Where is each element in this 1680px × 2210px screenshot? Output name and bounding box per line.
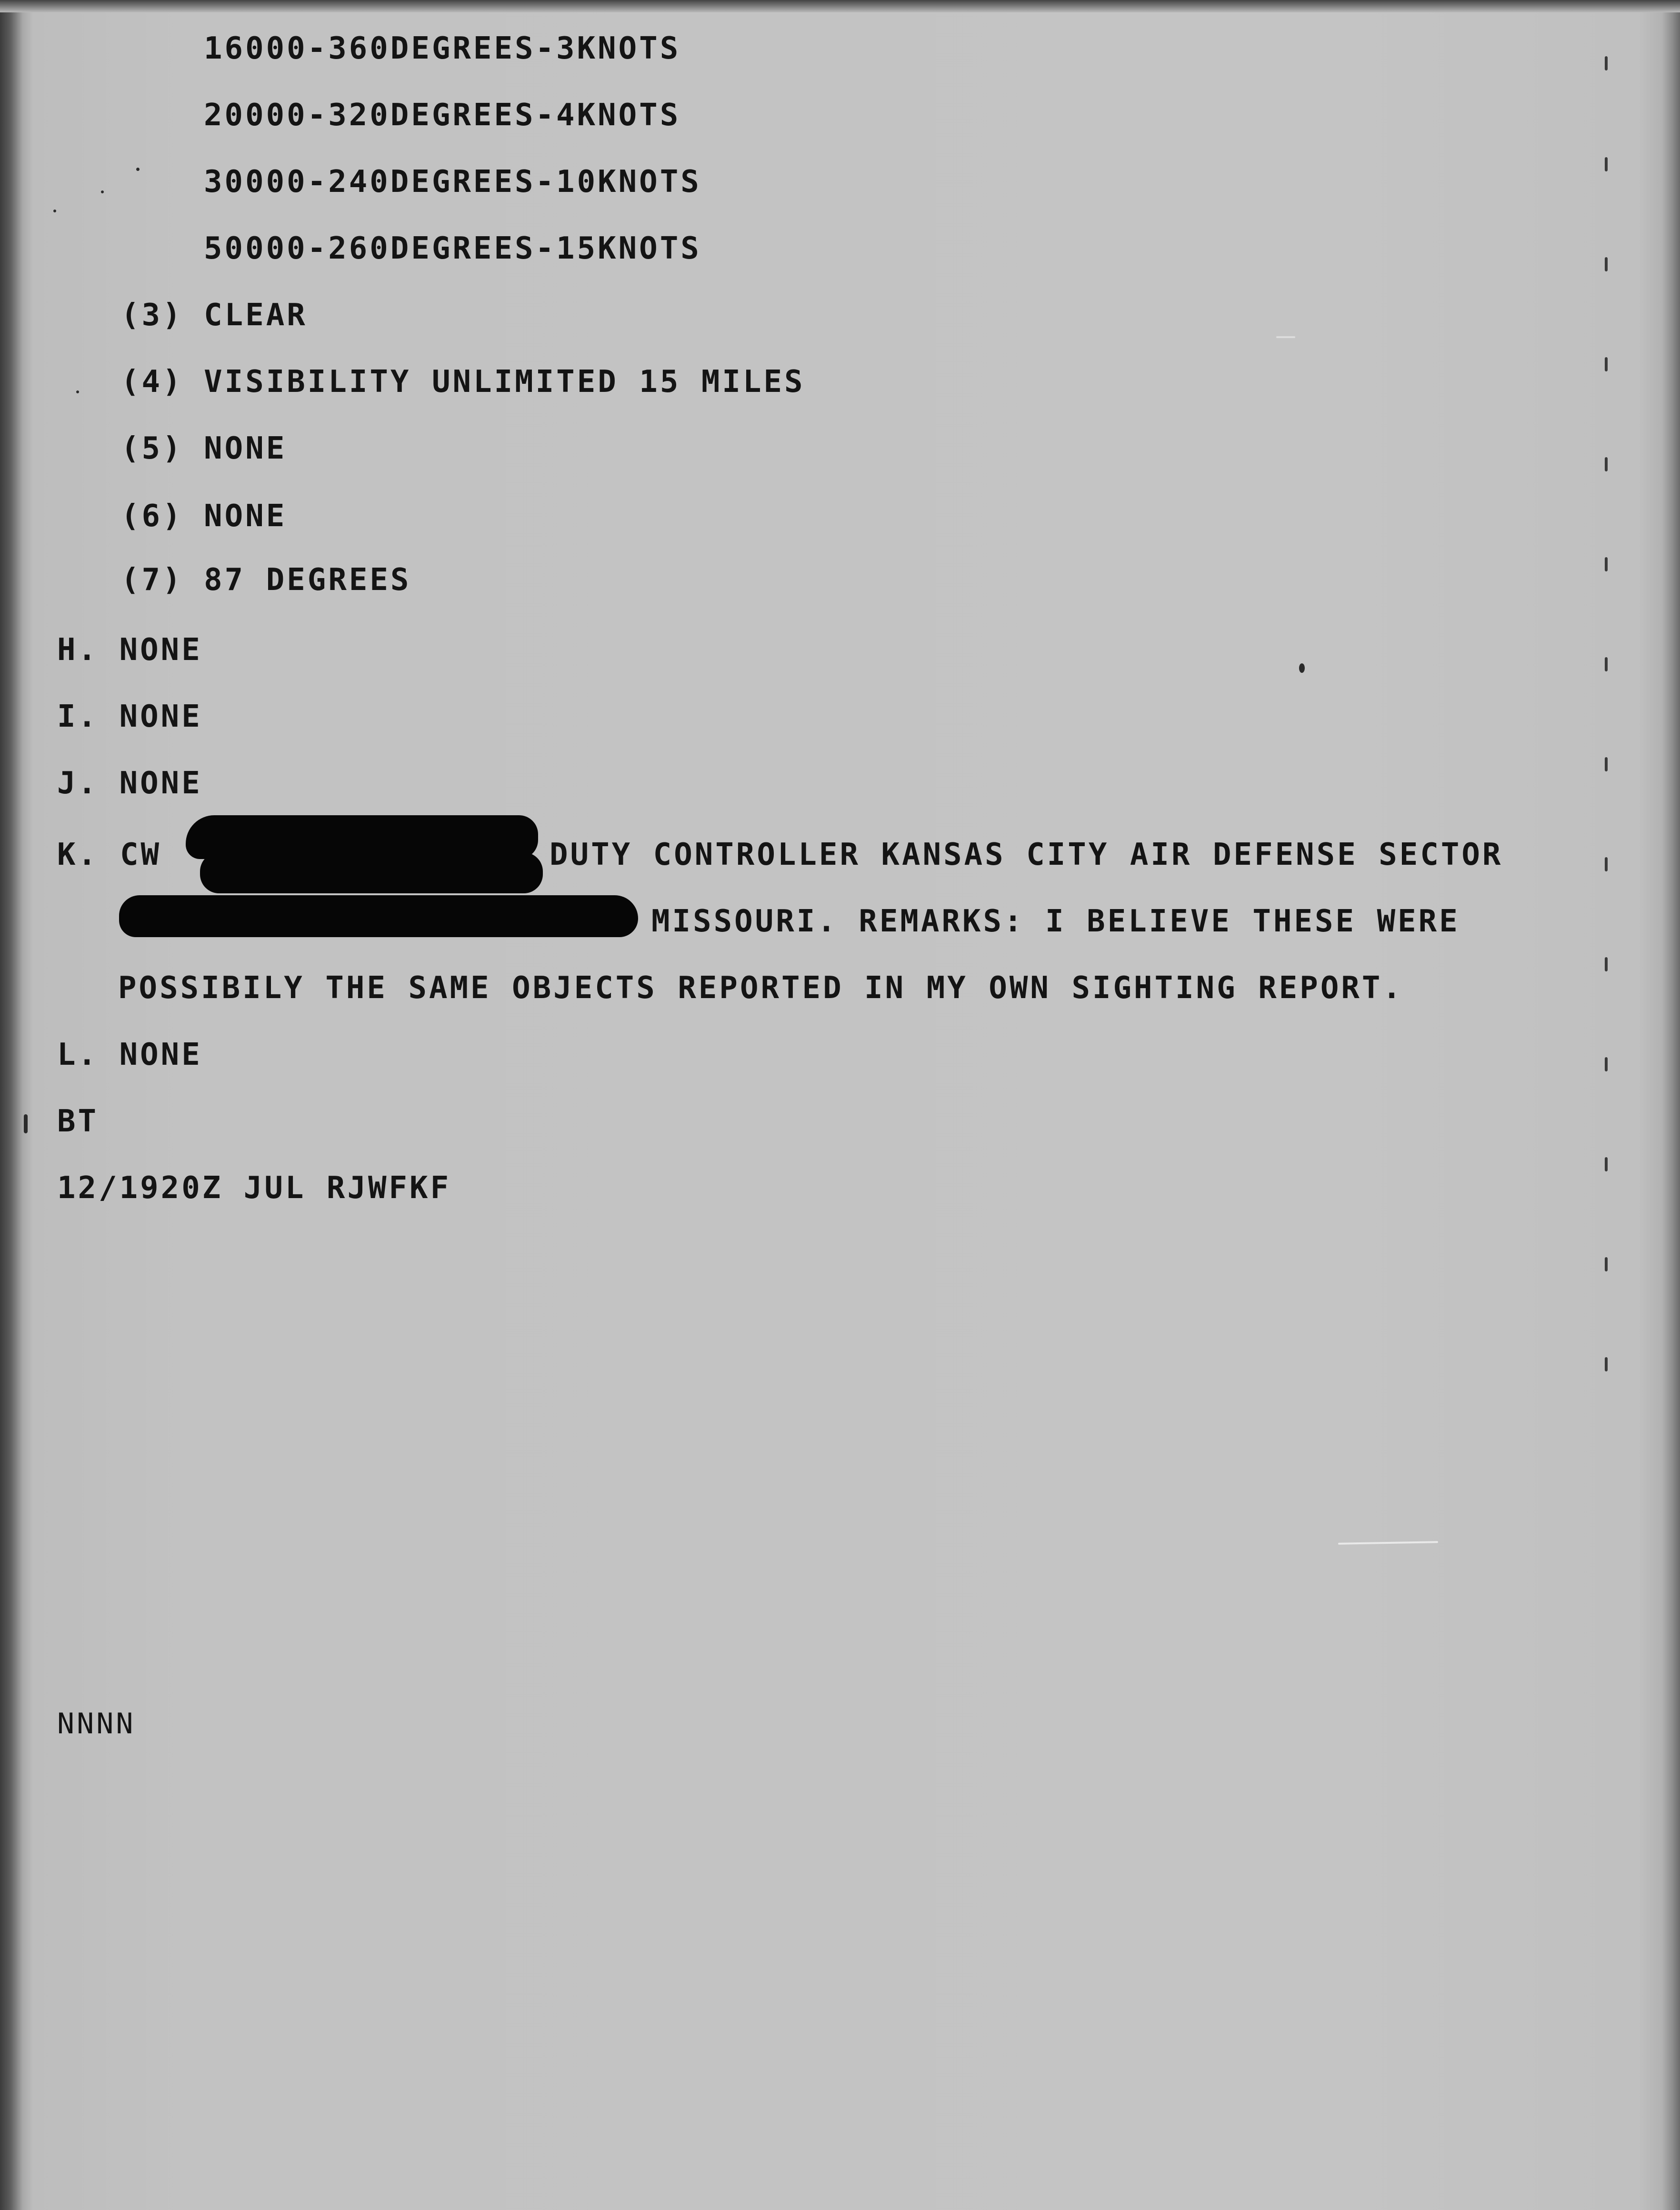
margin-tick [1605, 957, 1608, 971]
section-j: J. NONE [57, 766, 202, 801]
date-time-group: 12/1920Z JUL RJWFKF [57, 1170, 451, 1206]
margin-tick [1605, 857, 1608, 871]
section-k-rank: CW [120, 837, 162, 872]
ink-speck [101, 190, 104, 193]
item-5: (5) NONE [121, 431, 287, 466]
section-l: L. NONE [57, 1037, 202, 1072]
ink-speck [76, 390, 79, 393]
margin-tick [1605, 457, 1608, 471]
film-scratch [1276, 336, 1295, 338]
section-k-label: K. [57, 837, 99, 872]
margin-tick [1605, 1057, 1608, 1071]
item-4-visibility: (4) VISIBILITY UNLIMITED 15 MILES [121, 364, 805, 400]
margin-tick [1605, 1357, 1608, 1371]
margin-tick [1605, 357, 1608, 371]
ink-speck [1299, 663, 1305, 673]
ink-speck [53, 210, 56, 212]
wind-line-30000: 30000-240DEGREES-10KNOTS [204, 164, 701, 200]
margin-tick [1605, 1257, 1608, 1271]
item-6: (6) NONE [121, 499, 287, 534]
margin-tick [1605, 657, 1608, 671]
margin-tick [1605, 56, 1608, 70]
wind-line-20000: 20000-320DEGREES-4KNOTS [204, 98, 681, 133]
end-of-message: NNNN [57, 1707, 136, 1740]
break-text-bt: BT [57, 1104, 99, 1139]
margin-tick [1605, 757, 1608, 771]
edge-mark [24, 1114, 28, 1133]
margin-tick [1605, 1157, 1608, 1171]
section-h: H. NONE [57, 632, 202, 668]
margin-tick [1605, 157, 1608, 171]
margin-tick [1605, 557, 1608, 571]
item-3-clouds: (3) CLEAR [121, 298, 308, 333]
section-i: I. NONE [57, 699, 202, 734]
redaction-location [119, 895, 638, 937]
redaction-name-lower [200, 852, 543, 893]
item-7-temperature: (7) 87 DEGREES [121, 562, 411, 598]
margin-tick [1605, 257, 1608, 271]
section-k-line1: DUTY CONTROLLER KANSAS CITY AIR DEFENSE SECTOR [550, 837, 1503, 872]
film-scratch [1338, 1541, 1438, 1545]
wind-line-50000: 50000-260DEGREES-15KNOTS [204, 231, 701, 266]
section-k-line2: MISSOURI. REMARKS: I BELIEVE THESE WERE [651, 904, 1460, 939]
wind-line-16000: 16000-360DEGREES-3KNOTS [204, 31, 681, 66]
ink-speck [136, 168, 140, 171]
page-top-edge [0, 0, 1680, 12]
section-k-line3: POSSIBILY THE SAME OBJECTS REPORTED IN MY OWN SIGHTING REPORT. [118, 970, 1403, 1006]
